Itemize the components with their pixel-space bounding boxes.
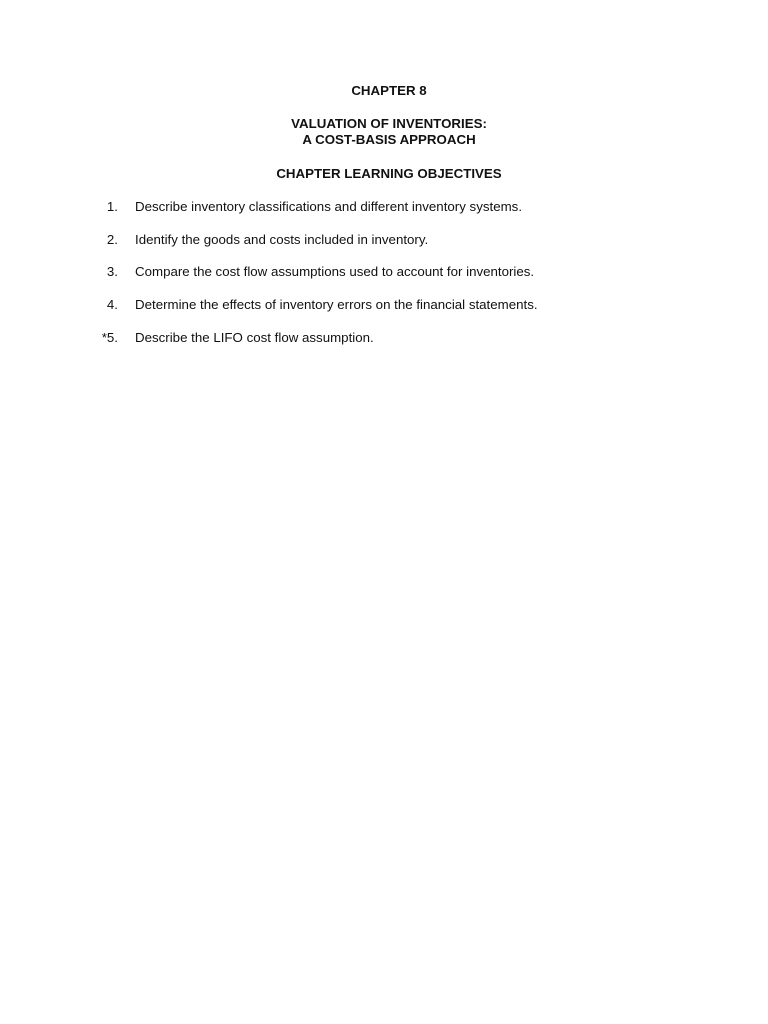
objective-text: Compare the cost flow assumptions used to account for inventories. bbox=[135, 264, 535, 279]
objective-number: 4. bbox=[106, 297, 118, 312]
objective-item bbox=[0, 198, 700, 216]
chapter-title-line-2: A COST-BASIS APPROACH bbox=[302, 132, 476, 147]
objective-text: Describe the LIFO cost flow assumption. bbox=[135, 330, 374, 345]
objective-number: 3. bbox=[106, 264, 118, 279]
objective-item bbox=[0, 231, 700, 249]
objective-number: 1. bbox=[106, 199, 118, 214]
objective-item bbox=[0, 296, 700, 314]
objective-item bbox=[0, 329, 700, 347]
learning-objectives-heading: CHAPTER LEARNING OBJECTIVES bbox=[276, 166, 502, 181]
objective-number: *5. bbox=[101, 330, 118, 345]
objective-item bbox=[0, 263, 700, 281]
objective-text: Describe inventory classifications and different inventory systems. bbox=[135, 199, 523, 214]
chapter-number: CHAPTER 8 bbox=[351, 83, 427, 98]
objective-text: Identify the goods and costs included in inventory. bbox=[135, 232, 429, 247]
objective-number: 2. bbox=[106, 232, 118, 247]
objective-text: Determine the effects of inventory errors on the financial statements. bbox=[135, 297, 538, 312]
chapter-title-line-1: VALUATION OF INVENTORIES: bbox=[291, 116, 487, 131]
